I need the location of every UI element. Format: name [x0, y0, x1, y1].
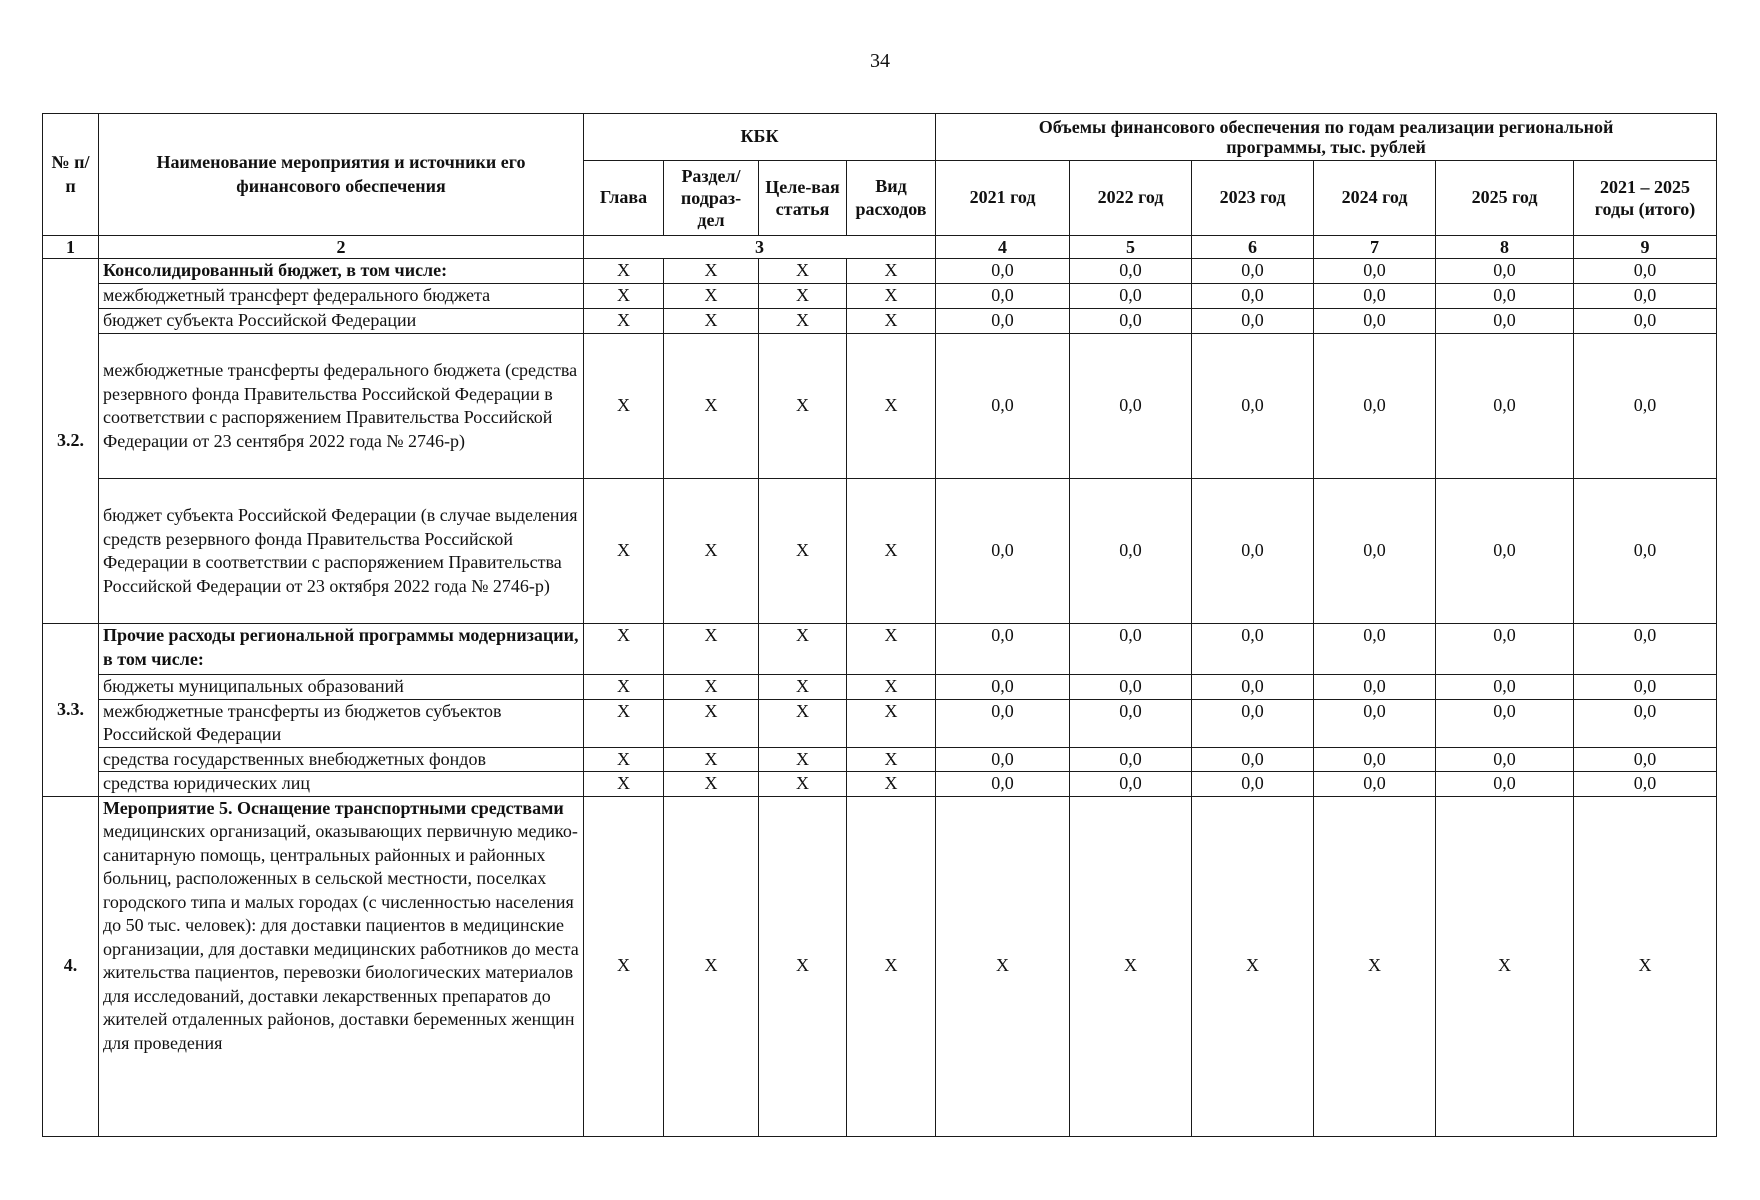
kbk-vid: X: [847, 699, 936, 747]
colnum-5: 5: [1070, 236, 1192, 259]
kbk-celevaya: X: [759, 699, 847, 747]
table-row: [43, 772, 1717, 797]
value-2023: 0,0: [1192, 284, 1314, 309]
row-name: Прочие расходы региональной программы модернизации, в том числе:: [99, 624, 584, 675]
value-total: 0,0: [1574, 284, 1717, 309]
colnum-6: 6: [1192, 236, 1314, 259]
kbk-vid: X: [847, 675, 936, 700]
table-row: [43, 699, 1717, 747]
kbk-vid: X: [847, 747, 936, 772]
value-2025: 0,0: [1436, 747, 1574, 772]
page-number: 34: [870, 50, 890, 72]
row-number: 4.: [43, 796, 99, 1136]
value-2023: 0,0: [1192, 259, 1314, 284]
value-2023: 0,0: [1192, 309, 1314, 334]
kbk-glava: X: [584, 747, 664, 772]
kbk-razdel: X: [664, 479, 759, 624]
value-2023: 0,0: [1192, 747, 1314, 772]
value-2022: 0,0: [1070, 479, 1192, 624]
kbk-glava: X: [584, 479, 664, 624]
value-total: 0,0: [1574, 772, 1717, 797]
header-num: № п/п: [43, 114, 99, 236]
kbk-vid: X: [847, 479, 936, 624]
table-row: [43, 284, 1717, 309]
kbk-razdel: X: [664, 624, 759, 675]
kbk-celevaya: X: [759, 259, 847, 284]
value-2021: 0,0: [936, 699, 1070, 747]
table-row: [43, 624, 1717, 675]
kbk-celevaya: X: [759, 309, 847, 334]
kbk-vid: X: [847, 772, 936, 797]
kbk-celevaya: X: [759, 772, 847, 797]
value-2021: 0,0: [936, 334, 1070, 479]
kbk-vid: X: [847, 796, 936, 1136]
row-name: [99, 796, 584, 1136]
value-2024: 0,0: [1314, 334, 1436, 479]
kbk-glava: X: [584, 309, 664, 334]
value-2025: 0,0: [1436, 284, 1574, 309]
value-2024: 0,0: [1314, 259, 1436, 284]
value-total: 0,0: [1574, 747, 1717, 772]
kbk-glava: X: [584, 675, 664, 700]
value-total: 0,0: [1574, 699, 1717, 747]
header-2021: 2021 год: [936, 161, 1070, 236]
kbk-celevaya: X: [759, 747, 847, 772]
kbk-vid: X: [847, 259, 936, 284]
row-name: бюджеты муниципальных образований: [99, 675, 584, 700]
colnum-8: 8: [1436, 236, 1574, 259]
value-2025: 0,0: [1436, 624, 1574, 675]
value-2024: X: [1314, 796, 1436, 1136]
header-volumes: Объемы финансового обеспечения по годам реализации региональной программы, тыс. рублей: [936, 114, 1717, 161]
value-2021: 0,0: [936, 259, 1070, 284]
value-total: X: [1574, 796, 1717, 1136]
value-2024: 0,0: [1314, 699, 1436, 747]
kbk-glava: X: [584, 334, 664, 479]
value-2023: 0,0: [1192, 699, 1314, 747]
table-row: [43, 334, 1717, 479]
kbk-glava: X: [584, 624, 664, 675]
header-name: Наименование мероприятия и источники его финансового обеспечения: [99, 114, 584, 236]
row-name: средства юридических лиц: [99, 772, 584, 797]
value-2023: 0,0: [1192, 675, 1314, 700]
value-2023: 0,0: [1192, 624, 1314, 675]
kbk-razdel: X: [664, 259, 759, 284]
value-2025: 0,0: [1436, 334, 1574, 479]
header-2023: 2023 год: [1192, 161, 1314, 236]
value-2025: 0,0: [1436, 309, 1574, 334]
kbk-celevaya: X: [759, 284, 847, 309]
row-name: бюджет субъекта Российской Федерации: [99, 309, 584, 334]
value-2024: 0,0: [1314, 747, 1436, 772]
value-total: 0,0: [1574, 479, 1717, 624]
value-total: 0,0: [1574, 334, 1717, 479]
financing-table: [42, 113, 1717, 1137]
value-2024: 0,0: [1314, 309, 1436, 334]
table-row: [43, 309, 1717, 334]
kbk-celevaya: X: [759, 624, 847, 675]
kbk-vid: X: [847, 284, 936, 309]
value-2025: 0,0: [1436, 479, 1574, 624]
value-2021: X: [936, 796, 1070, 1136]
row-name-rest: медицинских организаций, оказывающих первичную медико-санитарную помощь, центральных районных и районных больниц, расположенных в сельской местности, поселках городского типа и малых городах (с численностью населения до 50 тыс. человек): для доставки пациентов в медицинские организации, для доставки медицинских работников до места жительства пациентов, перевозки биологических материалов для исследований, доставки лекарственных препаратов до жителей отдаленных районов, доставки беременных женщин для проведения: [103, 821, 579, 1053]
kbk-vid: X: [847, 624, 936, 675]
kbk-vid: X: [847, 309, 936, 334]
value-2025: X: [1436, 796, 1574, 1136]
colnum-7: 7: [1314, 236, 1436, 259]
kbk-razdel: X: [664, 675, 759, 700]
row-name: межбюджетные трансферты федерального бюджета (средства резервного фонда Правительства Российской Федерации в соответствии с распоряжением Правительства Российской Федерации от 23 сентября 2022 года № 2746-р): [99, 334, 584, 479]
value-2023: 0,0: [1192, 334, 1314, 479]
value-2022: 0,0: [1070, 699, 1192, 747]
value-2021: 0,0: [936, 309, 1070, 334]
header-kbk: КБК: [584, 114, 936, 161]
header-total: 2021 – 2025 годы (итого): [1574, 161, 1717, 236]
value-2022: 0,0: [1070, 747, 1192, 772]
kbk-razdel: X: [664, 309, 759, 334]
kbk-razdel: X: [664, 334, 759, 479]
value-2023: 0,0: [1192, 479, 1314, 624]
row-name: бюджет субъекта Российской Федерации (в случае выделения средств резервного фонда Правительства Российской Федерации в соответствии с распоряжением Правительства Российской Федерации от 23 октября 2022 года № 2746-р): [99, 479, 584, 624]
value-2022: X: [1070, 796, 1192, 1136]
value-2021: 0,0: [936, 624, 1070, 675]
row-name: межбюджетные трансферты из бюджетов субъектов Российской Федерации: [99, 699, 584, 747]
value-2022: 0,0: [1070, 675, 1192, 700]
value-2022: 0,0: [1070, 259, 1192, 284]
header-glava: Глава: [584, 161, 664, 236]
kbk-glava: X: [584, 796, 664, 1136]
value-2022: 0,0: [1070, 624, 1192, 675]
value-2021: 0,0: [936, 675, 1070, 700]
colnum-2: 2: [99, 236, 584, 259]
table-row: [43, 796, 1717, 1136]
value-2022: 0,0: [1070, 772, 1192, 797]
kbk-razdel: X: [664, 772, 759, 797]
value-2025: 0,0: [1436, 675, 1574, 700]
kbk-celevaya: X: [759, 479, 847, 624]
value-2024: 0,0: [1314, 624, 1436, 675]
table-row: [43, 259, 1717, 284]
value-2021: 0,0: [936, 479, 1070, 624]
colnum-9: 9: [1574, 236, 1717, 259]
row-number: 3.3.: [43, 624, 99, 797]
colnum-3: 3: [584, 236, 936, 259]
row-name: межбюджетный трансферт федерального бюджета: [99, 284, 584, 309]
value-total: 0,0: [1574, 675, 1717, 700]
table-row: [43, 747, 1717, 772]
value-2024: 0,0: [1314, 284, 1436, 309]
value-2024: 0,0: [1314, 675, 1436, 700]
value-2025: 0,0: [1436, 259, 1574, 284]
value-total: 0,0: [1574, 259, 1717, 284]
kbk-glava: X: [584, 284, 664, 309]
value-2021: 0,0: [936, 747, 1070, 772]
colnum-1: 1: [43, 236, 99, 259]
value-2023: 0,0: [1192, 772, 1314, 797]
row-number: 3.2.: [43, 259, 99, 624]
header-2024: 2024 год: [1314, 161, 1436, 236]
value-2022: 0,0: [1070, 284, 1192, 309]
header-razdel: Раздел/ подраз-дел: [664, 161, 759, 236]
kbk-razdel: X: [664, 284, 759, 309]
kbk-celevaya: X: [759, 675, 847, 700]
kbk-glava: X: [584, 772, 664, 797]
kbk-glava: X: [584, 699, 664, 747]
kbk-razdel: X: [664, 699, 759, 747]
kbk-celevaya: X: [759, 334, 847, 479]
row-name: Консолидированный бюджет, в том числе:: [99, 259, 584, 284]
row-name-bold: Мероприятие 5. Оснащение транспортными средствами: [103, 797, 564, 818]
value-total: 0,0: [1574, 624, 1717, 675]
value-2021: 0,0: [936, 284, 1070, 309]
kbk-vid: X: [847, 334, 936, 479]
table-row: [43, 675, 1717, 700]
kbk-glava: X: [584, 259, 664, 284]
value-2023: X: [1192, 796, 1314, 1136]
value-2022: 0,0: [1070, 334, 1192, 479]
value-2024: 0,0: [1314, 479, 1436, 624]
value-2021: 0,0: [936, 772, 1070, 797]
value-2025: 0,0: [1436, 772, 1574, 797]
header-2025: 2025 год: [1436, 161, 1574, 236]
table-row: [43, 479, 1717, 624]
value-total: 0,0: [1574, 309, 1717, 334]
value-2024: 0,0: [1314, 772, 1436, 797]
kbk-celevaya: X: [759, 796, 847, 1136]
header-celevaya: Целе-вая статья: [759, 161, 847, 236]
header-vid: Вид расходов: [847, 161, 936, 236]
value-2022: 0,0: [1070, 309, 1192, 334]
value-2025: 0,0: [1436, 699, 1574, 747]
colnum-4: 4: [936, 236, 1070, 259]
row-name: средства государственных внебюджетных фондов: [99, 747, 584, 772]
kbk-razdel: X: [664, 747, 759, 772]
header-2022: 2022 год: [1070, 161, 1192, 236]
kbk-razdel: X: [664, 796, 759, 1136]
